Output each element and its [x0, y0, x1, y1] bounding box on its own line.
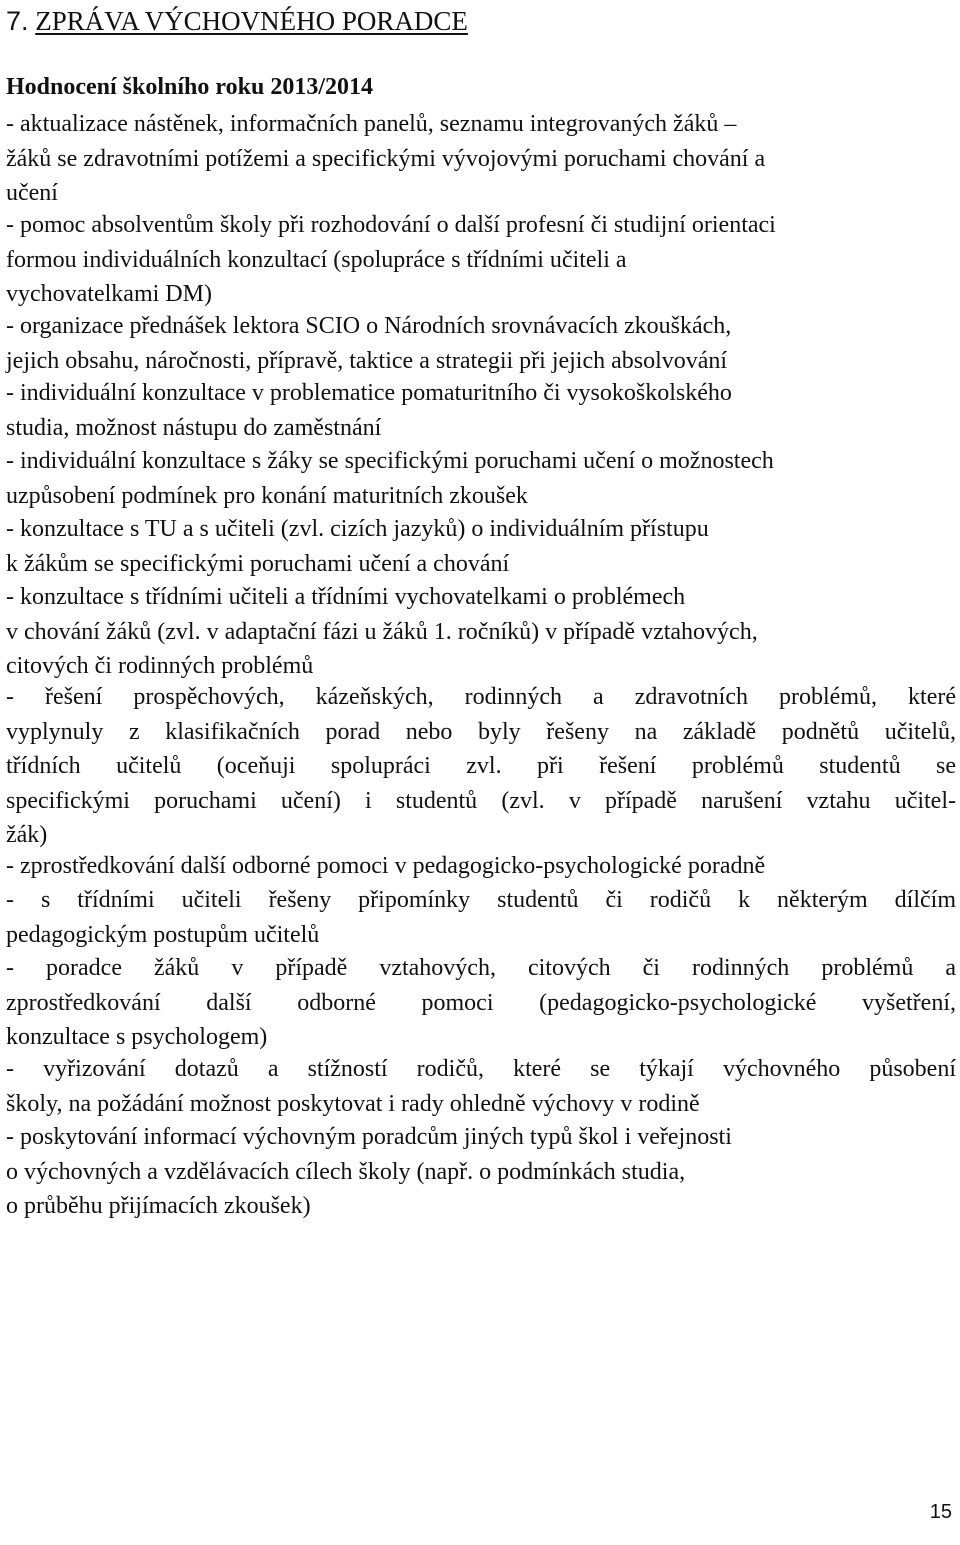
- text-line: - poradce žáků v případě vztahových, citových či rodinných problémů a: [6, 955, 956, 981]
- report-item: [6, 951, 956, 1055]
- text-line: - pomoc absolventům školy při rozhodování o další profesní či studijní orientaci: [6, 212, 776, 238]
- report-item: [6, 208, 956, 312]
- page-number: 15: [929, 1501, 952, 1523]
- text-line: školy, na požádání možnost poskytovat i rady ohledně výchovy v rodině: [6, 1090, 700, 1117]
- report-item: [6, 883, 956, 952]
- text-line: konzultace s psychologem): [6, 1024, 268, 1051]
- text-line: vychovatelkami DM): [6, 281, 212, 308]
- section-title: ZPRÁVA VÝCHOVNÉHO PORADCE: [35, 6, 468, 36]
- text-line: uzpůsobení podmínek pro konání maturitních zkoušek: [6, 482, 528, 509]
- text-line: v chování žáků (zvl. v adaptační fázi u žáků 1. ročníků) v případě vztahových,: [6, 618, 758, 645]
- text-line: specifickými poruchami učení) i studentů (zvl. v případě narušení vztahu učitel-: [6, 787, 956, 814]
- section-number: 7.: [6, 6, 29, 36]
- report-item: [6, 580, 956, 684]
- report-item: [6, 680, 956, 853]
- text-line: - aktualizace nástěnek, informačních panelů, seznamu integrovaných žáků –: [6, 111, 737, 137]
- report-item: [6, 107, 956, 211]
- text-line: o výchovných a vzdělávacích cílech školy (např. o podmínkách studia,: [6, 1158, 686, 1185]
- text-line: žák): [6, 822, 48, 849]
- text-line: formou individuálních konzultací (spolupráce s třídními učiteli a: [6, 246, 627, 273]
- text-line: - vyřizování dotazů a stížností rodičů, které se týkají výchovného působení: [6, 1056, 956, 1082]
- text-line: - poskytování informací výchovným poradcům jiných typů škol i veřejnosti: [6, 1124, 732, 1150]
- text-line: - zprostředkování další odborné pomoci v pedagogicko-psychologické poradně: [6, 853, 766, 879]
- text-line: - individuální konzultace s žáky se specifickými poruchami učení o možnostech: [6, 448, 774, 474]
- text-line: jejich obsahu, náročnosti, přípravě, taktice a strategii při jejich absolvování: [6, 347, 728, 374]
- section-heading: [6, 2, 468, 40]
- text-line: - organizace přednášek lektora SCIO o Národních srovnávacích zkouškách,: [6, 313, 732, 339]
- text-line: - konzultace s třídními učiteli a třídními vychovatelkami o problémech: [6, 584, 686, 610]
- text-line: studia, možnost nástupu do zaměstnání: [6, 414, 382, 441]
- text-line: vyplynuly z klasifikačních porad nebo byly řešeny na základě podnětů učitelů,: [6, 718, 956, 745]
- report-item: [6, 444, 956, 513]
- text-line: učení: [6, 180, 58, 207]
- report-item: [6, 1120, 956, 1224]
- report-item: [6, 376, 956, 445]
- report-item: [6, 309, 956, 378]
- text-line: k žákům se specifickými poruchami učení a chování: [6, 550, 510, 577]
- text-line: - individuální konzultace v problematice pomaturitního či vysokoškolského: [6, 380, 732, 406]
- text-line: zprostředkování další odborné pomoci (pedagogicko-psychologické vyšetření,: [6, 989, 956, 1016]
- text-line: citových či rodinných problémů: [6, 653, 314, 680]
- text-line: o průběhu přijímacích zkoušek): [6, 1193, 311, 1220]
- text-line: - řešení prospěchových, kázeňských, rodinných a zdravotních problémů, které: [6, 684, 956, 710]
- text-line: - konzultace s TU a s učiteli (zvl. cizích jazyků) o individuálním přístupu: [6, 516, 709, 542]
- report-item: [6, 512, 956, 581]
- report-item: [6, 849, 956, 884]
- text-line: - s třídními učiteli řešeny připomínky studentů či rodičů k některým dílčím: [6, 887, 956, 913]
- text-line: žáků se zdravotními potížemi a specifickými vývojovými poruchami chování a: [6, 145, 766, 172]
- report-item: [6, 1052, 956, 1121]
- text-line: třídních učitelů (oceňuji spolupráci zvl. při řešení problémů studentů se: [6, 753, 956, 780]
- text-line: pedagogickým postupům učitelů: [6, 921, 320, 948]
- school-year-subtitle: Hodnocení školního roku 2013/2014: [6, 74, 373, 100]
